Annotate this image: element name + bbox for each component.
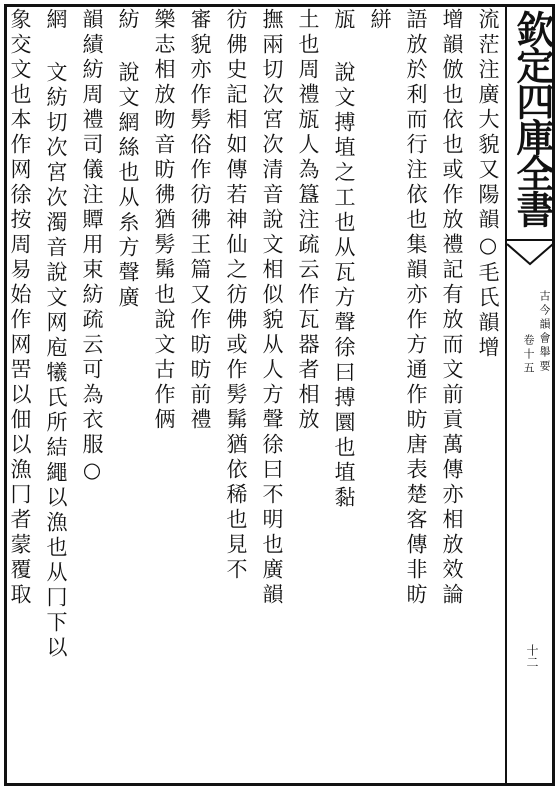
text-column-11 <box>110 8 146 784</box>
text-column-4 <box>362 8 398 784</box>
column-text: 撫兩切次宮次清音說文相似貌从人方聲徐曰不明也廣韻 <box>260 8 284 608</box>
column-text: 象交文也本作网徐按周易始作网罟以佃以漁冂者蒙覆取 <box>8 8 32 608</box>
column-text: 土也周禮瓬人為簋注疏云作瓦器者相放 <box>296 8 320 433</box>
text-column-10 <box>146 8 182 784</box>
column-text: 語放於利而行注依也集韻亦作方通作昉唐表楚客傳非昉 <box>404 8 428 608</box>
volume-number: 卷十五 <box>522 334 535 376</box>
column-text: 絣 <box>368 8 392 33</box>
text-column-13 <box>38 8 74 784</box>
text-column-7 <box>254 8 290 784</box>
column-text: 紡 說文網絲也从糸方聲廣 <box>116 8 140 311</box>
collection-title: 欽定四庫全書 <box>510 10 555 226</box>
column-text: 樂志相放昒音昉彿猶髣髴也說文古作俩 <box>152 8 176 433</box>
text-column-5 <box>326 8 362 784</box>
column-text: 彷佛史記相如傳若神仙之彷佛或作髣髴猶依稀也見不 <box>224 8 248 583</box>
column-text: 網 文紡切次宮次濁音說文网庖犧氏所結繩以漁也从冂下以 <box>44 8 68 661</box>
column-text: 韻績紡周禮司儀注贉用束紡疏云可為衣服○ <box>80 8 104 486</box>
column-text: 增韻倣也依也或作放禮記有放而文前貢萬傳亦相放效論 <box>440 8 464 608</box>
header-strip <box>505 4 555 786</box>
column-text: 瓬 說文搏埴之工也从瓦方聲徐曰搏圜也埴黏 <box>332 8 356 511</box>
text-column-12 <box>74 8 110 784</box>
book-title: 古今韻會舉要 <box>538 290 551 374</box>
column-text: 審貌亦作髣俗作彷彿王篇又作昉昉前禮 <box>188 8 212 433</box>
text-column-1 <box>470 8 506 784</box>
text-column-8 <box>218 8 254 784</box>
text-column-3 <box>398 8 434 784</box>
column-text: 流茫注廣大貌又陽韻○毛氏韻增 <box>476 8 500 361</box>
text-column-2 <box>434 8 470 784</box>
page-number: 十二 <box>525 644 539 668</box>
fishtail-mark-icon <box>507 236 553 270</box>
text-column-6 <box>290 8 326 784</box>
text-column-9 <box>182 8 218 784</box>
text-column-14 <box>6 8 38 784</box>
